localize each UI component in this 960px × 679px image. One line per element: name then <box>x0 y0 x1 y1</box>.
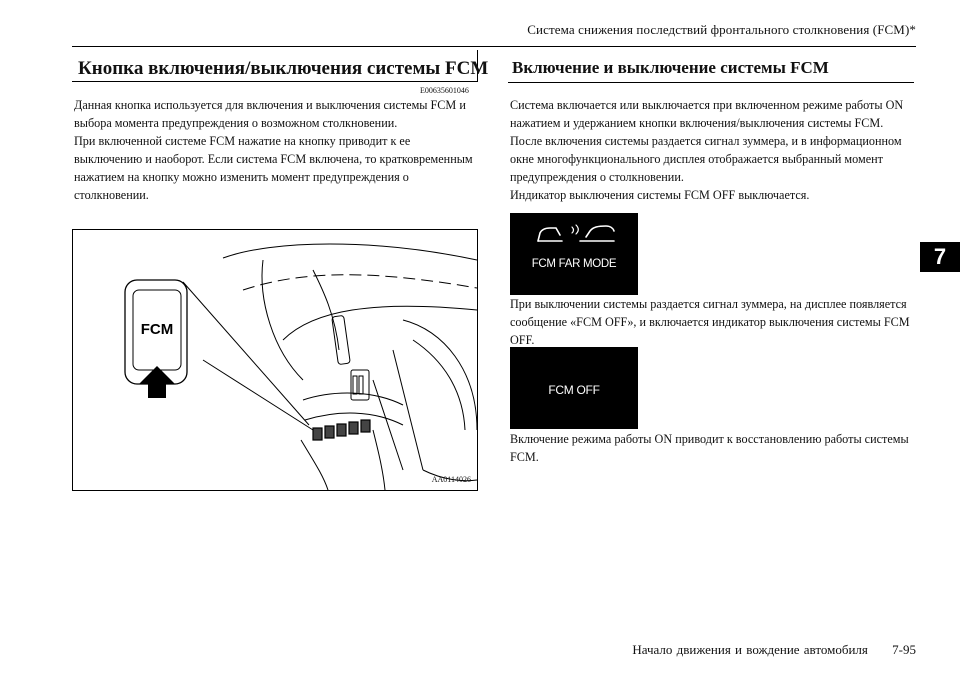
left-paragraph-2: При включенной системе FCM нажатие на кнопку приводит к ее выключению и наоборот. Если система FCM включена, то кратковременным нажатием на кнопку можно изменить момент предупреждения о столкновении. <box>74 134 473 202</box>
right-section-text-3 <box>510 430 920 466</box>
footer-section: Начало движения и вождение автомобиля <box>632 642 868 657</box>
fcm-button-label: FCM <box>140 321 174 338</box>
left-section-text <box>74 96 478 204</box>
right-section-text-2 <box>510 295 920 349</box>
display-screen-fcm-off <box>510 347 638 429</box>
fcm-off-text: FCM OFF <box>548 383 600 397</box>
figure-code: AA0114026 <box>431 475 471 484</box>
right-section-heading: Включение и выключение системы FCM <box>512 58 829 77</box>
page-number: 7-95 <box>892 642 916 657</box>
page-header-title: Система снижения последствий фронтального столкновения (FCM)* <box>527 22 916 37</box>
right-paragraph-4: При выключении системы раздается сигнал зуммера, на дисплее появляется сообщение «FCM OFF», и включается индикатор выключения системы FCM OFF. <box>510 297 910 347</box>
right-paragraph-2: После включения системы раздается сигнал зуммера, и в информационном окне многофункционального дисплея отображается выбранный момент предупреждения о столкновении. <box>510 134 902 184</box>
dashboard-drawing <box>73 230 477 490</box>
right-paragraph-3: Индикатор выключения системы FCM OFF выключается. <box>510 188 810 202</box>
left-paragraph-1: Данная кнопка используется для включения и выключения системы FCM и выбора момента предупреждения о возможном столкновении. <box>74 98 466 130</box>
chapter-tab: 7 <box>920 242 960 272</box>
right-paragraph-1: Система включается или выключается при включенном режиме работы ON нажатием и удержанием кнопки включения/выключения системы FCM. <box>510 98 904 130</box>
display-screen-far-mode <box>510 213 638 295</box>
right-section-text <box>510 96 920 204</box>
section-code: E00635601046 <box>420 86 469 95</box>
right-paragraph-5: Включение режима работы ON приводит к восстановлению работы системы FCM. <box>510 432 909 464</box>
fcm-distance-icon <box>510 213 638 253</box>
left-section-heading: Кнопка включения/выключения системы FCM <box>78 58 489 79</box>
far-mode-text: FCM FAR MODE <box>531 258 617 270</box>
page-footer <box>632 642 916 658</box>
right-heading-rule <box>508 82 914 83</box>
header-divider <box>72 46 916 47</box>
dashboard-illustration <box>72 229 478 491</box>
